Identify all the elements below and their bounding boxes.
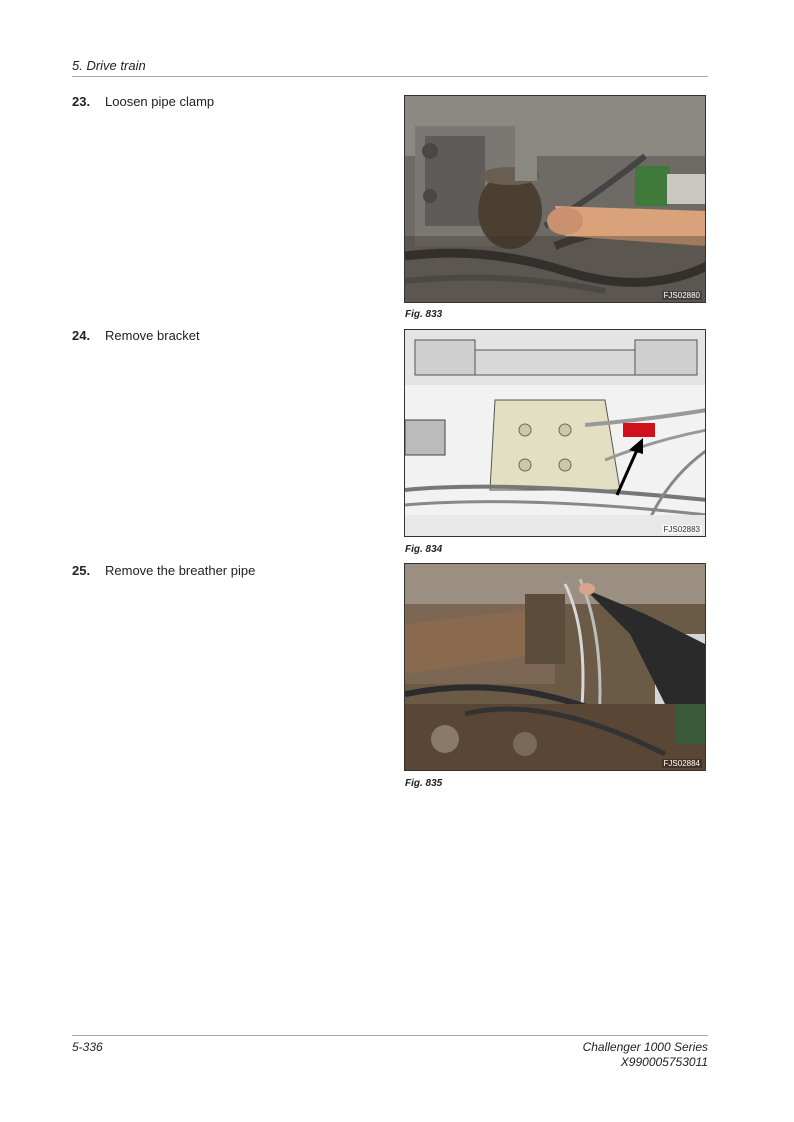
step-text: Remove bracket [105,328,200,343]
figure-photo-833 [404,95,706,303]
figure-drawing-834 [404,329,706,537]
figure-caption: Fig. 835 [405,778,443,789]
step-number: 23. [72,94,91,109]
step-25 [72,563,255,578]
step-text: Remove the breather pipe [105,563,256,578]
figure-code: FJS02883 [663,525,700,534]
step-number: 25. [72,563,91,578]
section-title: 5. Drive train [72,58,146,73]
part-number: X990005753011 [620,1055,708,1069]
figure-caption: Fig. 833 [405,309,443,320]
page-number: 5-336 [72,1040,103,1054]
figure-photo-835 [404,563,706,771]
figure-code: FJS02880 [663,291,700,300]
figure-caption: Fig. 834 [405,544,443,555]
step-number: 24. [72,328,91,343]
document-id [583,1040,708,1070]
step-23 [72,94,214,109]
page-header [72,57,708,77]
page-footer [72,1035,708,1069]
step-text: Loosen pipe clamp [105,94,215,109]
step-24 [72,328,200,343]
product-name: Challenger 1000 Series [582,1040,708,1054]
figure-code: FJS02884 [663,759,700,768]
